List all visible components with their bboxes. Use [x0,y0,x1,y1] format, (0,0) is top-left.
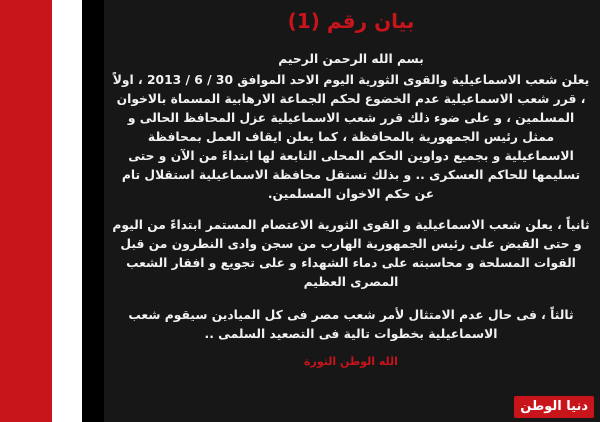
flag-red-stripe [0,0,52,422]
closing-slogan: الله الوطن الثورة [304,355,398,368]
flag-black-stripe [82,0,104,422]
flag-white-stripe [52,0,82,422]
bismillah-line: بسم الله الرحمن الرحيم [278,52,424,66]
paragraph-second: ثانياً ، يعلن شعب الاسماعيلية و القوى الثورية الاعتصام المستمر ابتداءً من اليوم و حتى القبض على رئيس الجمهورية الهارب من سجن وادى النطرون من قبل القوات المسلحة و محاسبته على دماء الشهداء و على تجويع و افقار الشعب المصرى العظيم [112,218,590,289]
statement-title: بيان رقم (1) [287,9,415,33]
source-watermark: دنيا الوطن [514,396,594,418]
paragraph-third: ثالثاً ، فى حال عدم الامتثال لأمر شعب مصر فى كل الميادين سيقوم شعب الاسماعيلية بخطوات تالية فى التصعيد السلمى .. [128,308,574,341]
paragraph-first: يعلن شعب الاسماعيلية والقوى الثورية اليوم الاحد الموافق 30 / 6 / 2013 ، اولاً ، قرر شعب الاسماعيلية عدم الخضوع لحكم الجماعة الارهابية المسماة بالاخوان المسلمين ، و على ضوء ذلك قرر شعب الاسماعيلية عزل المحافظ الحالى و ممثل رئيس الجمهورية بالمحافظة ، كما يعلن ايقاف العمل بمحافظة الاسماعيلية و بجميع دواوين الحكم المحلى التابعة لها ابتداءً من الآن و حتى تسليمها للحاكم العسكرى .. و بذلك تستقل محافظة الاسماعيلية استقلال تام عن حكم الاخوان المسلمين. [112,73,590,201]
statement-document [112,0,590,422]
